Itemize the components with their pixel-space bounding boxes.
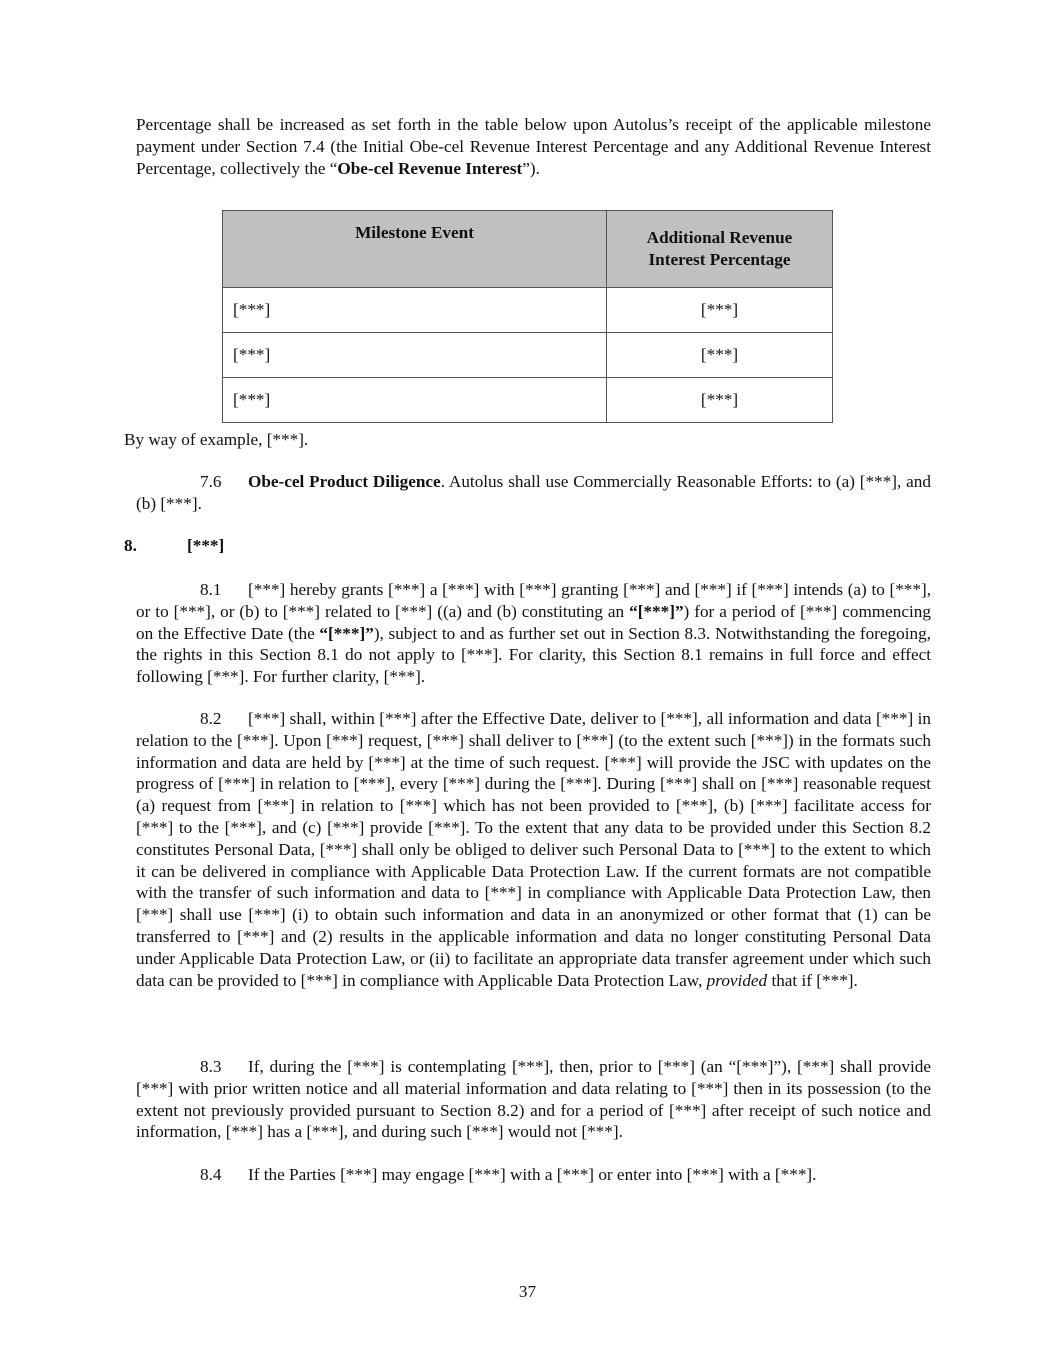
section-title: Obe-cel Product Diligence	[248, 472, 441, 491]
table-cell: [***]	[607, 333, 833, 378]
column-header: Milestone Event	[223, 211, 607, 288]
section-8-4	[136, 1164, 931, 1186]
section-text: . Autolus shall use Commercially Reasonable Efforts: to (a) [***], and (b) [***].	[136, 472, 931, 513]
defined-term: “[***]”	[629, 601, 684, 621]
section-text: ), subject to and as further set out in Section 8.3. Notwithstanding the foregoing, the rights in this Section 8.1 do not apply to [***]. For clarity, this Section 8.1 remains in full force and effect following [***]. For further clarity, [***].	[136, 623, 931, 687]
defined-term: Obe-cel Revenue Interest	[337, 158, 523, 178]
page-number: 37	[518, 1282, 537, 1301]
column-header: Additional Revenue Interest Percentage	[607, 211, 833, 288]
section-text: ) for a period of [***] commencing on the Effective Date (the	[136, 601, 931, 643]
section-7-6	[136, 471, 931, 515]
table-row	[223, 378, 833, 423]
italic-term: provided	[706, 970, 768, 990]
table-cell: [***]	[223, 378, 607, 423]
intro-paragraph	[136, 114, 931, 179]
table-cell: [***]	[223, 333, 607, 378]
table-header-row	[223, 211, 833, 288]
section-8-3	[136, 1056, 931, 1143]
table-row	[223, 288, 833, 333]
section-8-1	[136, 579, 931, 688]
section-text: that if [***].	[767, 970, 858, 990]
milestone-table	[222, 210, 833, 423]
section-title: [***]	[187, 536, 225, 555]
section-text: If, during the [***] is contemplating [***], then, prior to [***] (an “[***]”), [***] shall provide [***] with prior written notice and all material information and data relating to [***] then in its possession (to the extent not previously provided pursuant to Section 8.2) and for a period of [***] after receipt of such notice and information, [***] has a [***], and during such [***] would not [***].	[136, 1057, 931, 1142]
defined-term: “[***]”	[319, 623, 374, 643]
section-number: 8.2	[200, 709, 222, 728]
table-cell: [***]	[607, 378, 833, 423]
section-text: [***] hereby grants [***] a [***] with [***] granting [***] and [***] if [***] intends (a) to [***], or to [***], or (b) to [***] related to [***] ((a) and (b) constituting an	[136, 580, 931, 621]
example-paragraph: By way of example, [***].	[124, 430, 309, 449]
section-8-2	[136, 708, 931, 991]
section-number: 8.3	[200, 1057, 222, 1076]
section-text: [***] shall, within [***] after the Effective Date, deliver to [***], all information and data [***] in relation to the [***]. Upon [***] request, [***] shall deliver to [***] (to the extent such [***]) in the formats such information and data are held by [***] at the time of such request. [***] will provide the JSC with updates on the progress of [***] in relation to [***], every [***] during the [***]. During [***] shall on [***] reasonable request (a) request from [***] in relation to [***] which has not been provided to [***], (b) [***] facilitate access for [***] to the [***], and (c) [***] provide [***]. To the extent that any data to be provided under this Section 8.2 constitutes Personal Data, [***] shall only be obliged to deliver such Personal Data to [***] to the extent to which it can be delivered in compliance with Applicable Data Protection Law. If the current formats are not compatible with the transfer of such information and data to [***] in compliance with Applicable Data Protection Law, then [***] shall use [***] (i) to obtain such information and data in an anonymized or other format that (1) can be transferred to [***] and (2) results in the applicable information and data no longer constituting Personal Data under Applicable Data Protection Law, or (ii) to facilitate an appropriate data transfer agreement under which such data can be provided to [***] in compliance with Applicable Data Protection Law,	[136, 709, 931, 990]
section-number: 8.4	[200, 1165, 222, 1184]
intro-text-end: ”).	[522, 158, 540, 178]
section-number: 8.	[124, 536, 137, 555]
section-8-heading	[124, 535, 919, 557]
section-number: 7.6	[200, 472, 222, 491]
section-text: If the Parties [***] may engage [***] with a [***] or enter into [***] with a [***].	[248, 1165, 817, 1184]
table-row	[223, 333, 833, 378]
table-cell: [***]	[223, 288, 607, 333]
section-number: 8.1	[200, 580, 222, 599]
intro-text: Percentage shall be increased as set forth in the table below upon Autolus’s receipt of the applicable milestone payment under Section 7.4 (the Initial Obe-cel Revenue Interest Percentage and any Additional Revenue Interest Percentage, collectively the “	[136, 115, 931, 178]
table-cell: [***]	[607, 288, 833, 333]
